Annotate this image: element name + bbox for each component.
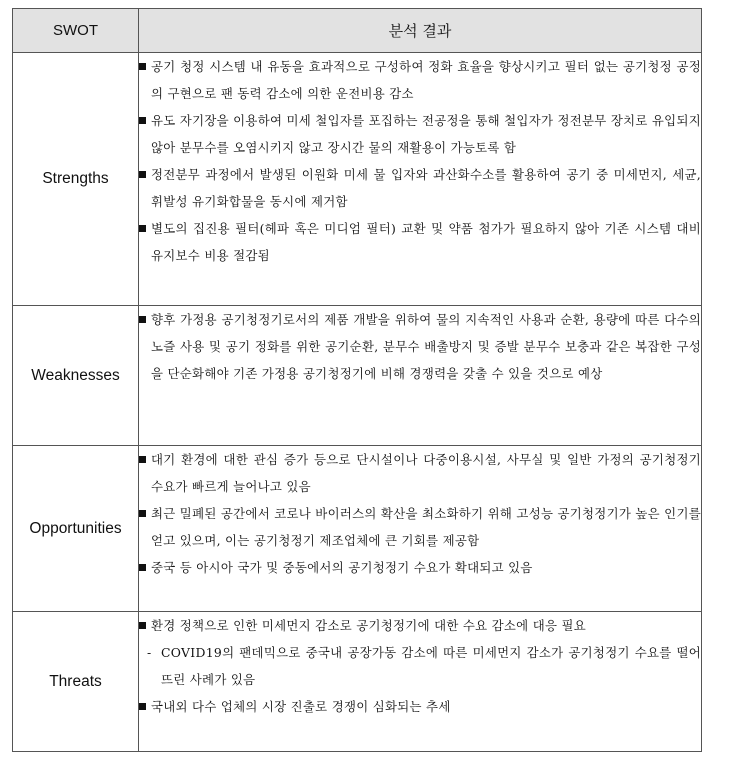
label-threats: Threats [13,612,139,752]
opportunity-item: 대기 환경에 대한 관심 증가 등으로 단시설이나 다중이용시설, 사무실 및 일반 가정의 공기청정기 수요가 빠르게 늘어나고 있음 [139,446,701,500]
strength-item: 정전분무 과정에서 발생된 이원화 미세 물 입자와 과산화수소를 활용하여 공기 중 미세먼지, 세균, 휘발성 유기화합물을 동시에 제거함 [139,161,701,215]
opportunity-item: 최근 밀폐된 공간에서 코로나 바이러스의 확산을 최소화하기 위해 고성능 공기청정기가 높은 인기를 얻고 있으며, 이는 공기청정기 제조업체에 큰 기회를 제공함 [139,500,701,554]
opportunity-item: 중국 등 아시아 국가 및 중동에서의 공기청정기 수요가 확대되고 있음 [139,554,701,581]
content-weaknesses [139,306,702,446]
content-strengths [139,53,702,306]
row-weaknesses [13,306,702,446]
content-threats [139,612,702,752]
threat-item: 국내외 다수 업체의 시장 진출로 경쟁이 심화되는 추세 [139,693,701,720]
strength-item: 별도의 집진용 필터(헤파 혹은 미디엄 필터) 교환 및 약품 첨가가 필요하지 않아 기존 시스템 대비 유지보수 비용 절감됨 [139,215,701,269]
strength-item: 공기 청정 시스템 내 유동을 효과적으로 구성하여 정화 효율을 향상시키고 필터 없는 공기청정 공정의 구현으로 팬 동력 감소에 의한 운전비용 감소 [139,53,701,107]
content-opportunities [139,446,702,612]
threat-subitem-text: COVID19의 팬데믹으로 중국내 공장가동 감소에 따른 미세먼지 감소가 공기청정기 수요를 떨어뜨린 사례가 있음 [161,645,701,687]
label-strengths: Strengths [13,53,139,306]
strength-item: 유도 자기장을 이용하여 미세 철입자를 포집하는 전공정을 통해 철입자가 정전분무 장치로 유입되지 않아 분무수를 오염시키지 않고 장시간 물의 재활용이 가능토록 함 [139,107,701,161]
threat-subitem [139,639,701,693]
row-opportunities [13,446,702,612]
header-swot: SWOT [13,9,139,53]
row-strengths [13,53,702,306]
label-opportunities: Opportunities [13,446,139,612]
label-weaknesses: Weaknesses [13,306,139,446]
header-analysis-result: 분석 결과 [139,9,702,53]
dash-marker: - [147,645,152,660]
row-threats [13,612,702,752]
header-row [13,9,702,53]
swot-table [12,8,702,752]
threat-item: 환경 정책으로 인한 미세먼지 감소로 공기청정기에 대한 수요 감소에 대응 필요 [139,612,701,639]
weakness-item: 향후 가정용 공기청정기로서의 제품 개발을 위하여 물의 지속적인 사용과 순환, 용량에 따른 다수의 노즐 사용 및 공기 정화를 위한 공기순환, 분무수 배출방지 및 증발 분무수 보충과 같은 복잡한 구성을 단순화해야 기존 가정용 공기청정기에 비해 경쟁력을 갖출 수 있을 것으로 예상 [139,306,701,387]
